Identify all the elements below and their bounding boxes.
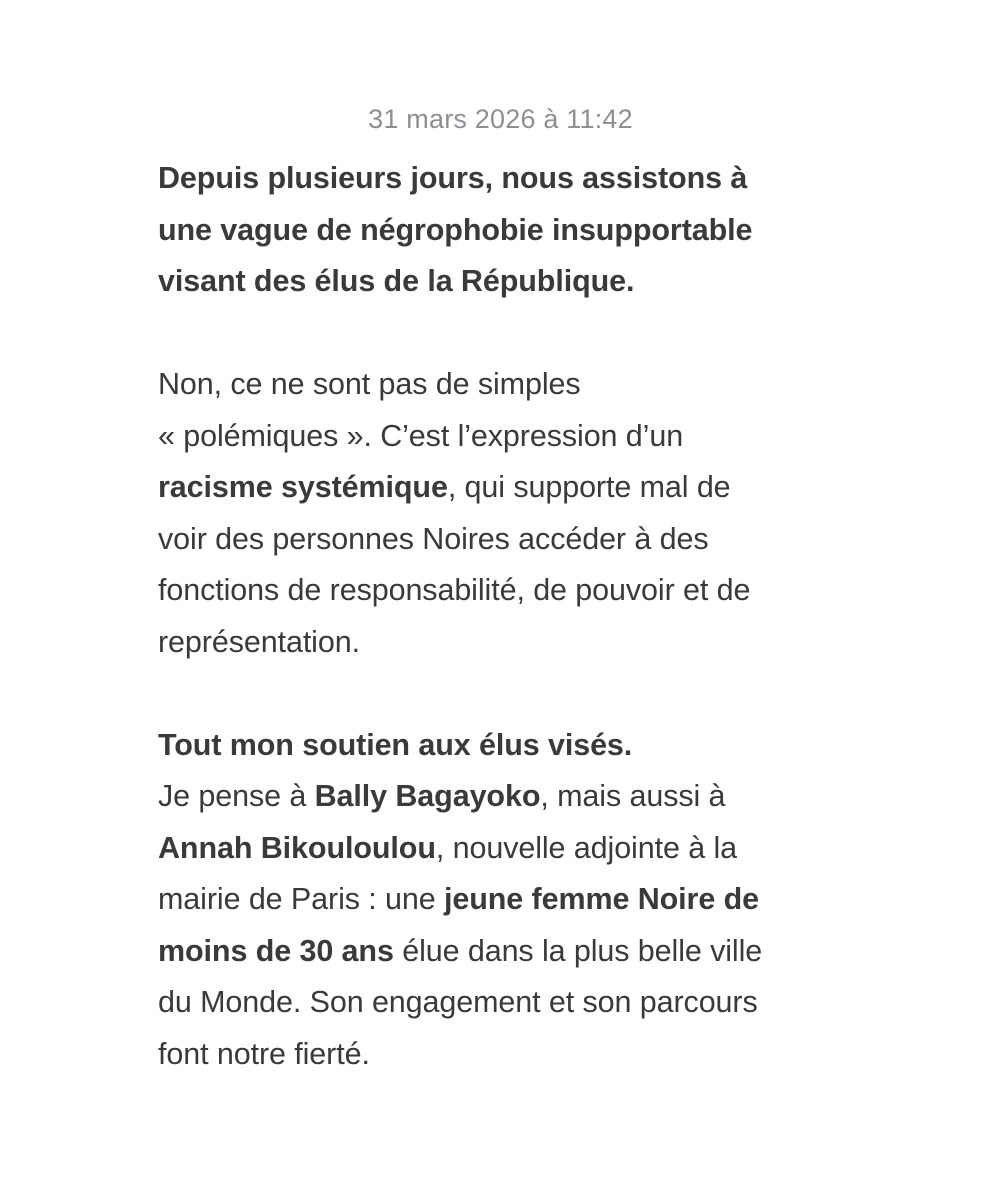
intro-line: visant des élus de la République.	[158, 264, 635, 298]
body-line: « polémiques ». C’est l’expression d’un	[158, 418, 684, 453]
body-text: , qui supporte mal de	[447, 470, 731, 504]
paragraph-gap	[158, 308, 858, 360]
body-line	[158, 462, 858, 514]
paragraph-intro	[158, 153, 858, 308]
emphasis-text: jeune femme Noire de	[444, 882, 759, 916]
body-line: fonctions de responsabilité, de pouvoir et de	[158, 573, 751, 607]
body-line	[158, 926, 858, 978]
body-line	[158, 874, 858, 926]
emphasis-text: moins de 30 ans	[158, 933, 394, 968]
emphasis-name: Bally Bagayoko	[314, 779, 541, 813]
paragraph-racism	[158, 359, 858, 668]
body-text: , mais aussi à	[540, 779, 726, 813]
timestamp-row	[0, 100, 985, 150]
emphasis-name: Annah Bikouloulou	[158, 830, 436, 865]
paragraph-support	[158, 720, 858, 1081]
body-text: , nouvelle adjointe à la	[435, 830, 737, 865]
emphasis-racisme: racisme systémique	[158, 470, 448, 504]
body-line: Non, ce ne sont pas de simples	[158, 367, 581, 401]
intro-line: Depuis plusieurs jours, nous assistons à	[158, 161, 748, 195]
note-body	[158, 153, 858, 1080]
body-text: mairie de Paris : une	[158, 882, 444, 916]
intro-line: une vague de négrophobie insupportable	[158, 212, 753, 247]
support-heading: Tout mon soutien aux élus visés.	[158, 727, 633, 762]
body-line: représentation.	[158, 624, 360, 659]
body-line: font notre fierté.	[158, 1036, 370, 1071]
body-line	[158, 771, 858, 823]
body-line	[158, 823, 858, 875]
note-timestamp: 31 mars 2026 à 11:42	[368, 104, 633, 134]
paragraph-gap	[158, 668, 858, 720]
body-line: du Monde. Son engagement et son parcours	[158, 985, 758, 1019]
body-text: élue dans la plus belle ville	[393, 933, 763, 968]
body-text: Je pense à	[158, 779, 315, 813]
body-line: voir des personnes Noires accéder à des	[158, 521, 709, 556]
